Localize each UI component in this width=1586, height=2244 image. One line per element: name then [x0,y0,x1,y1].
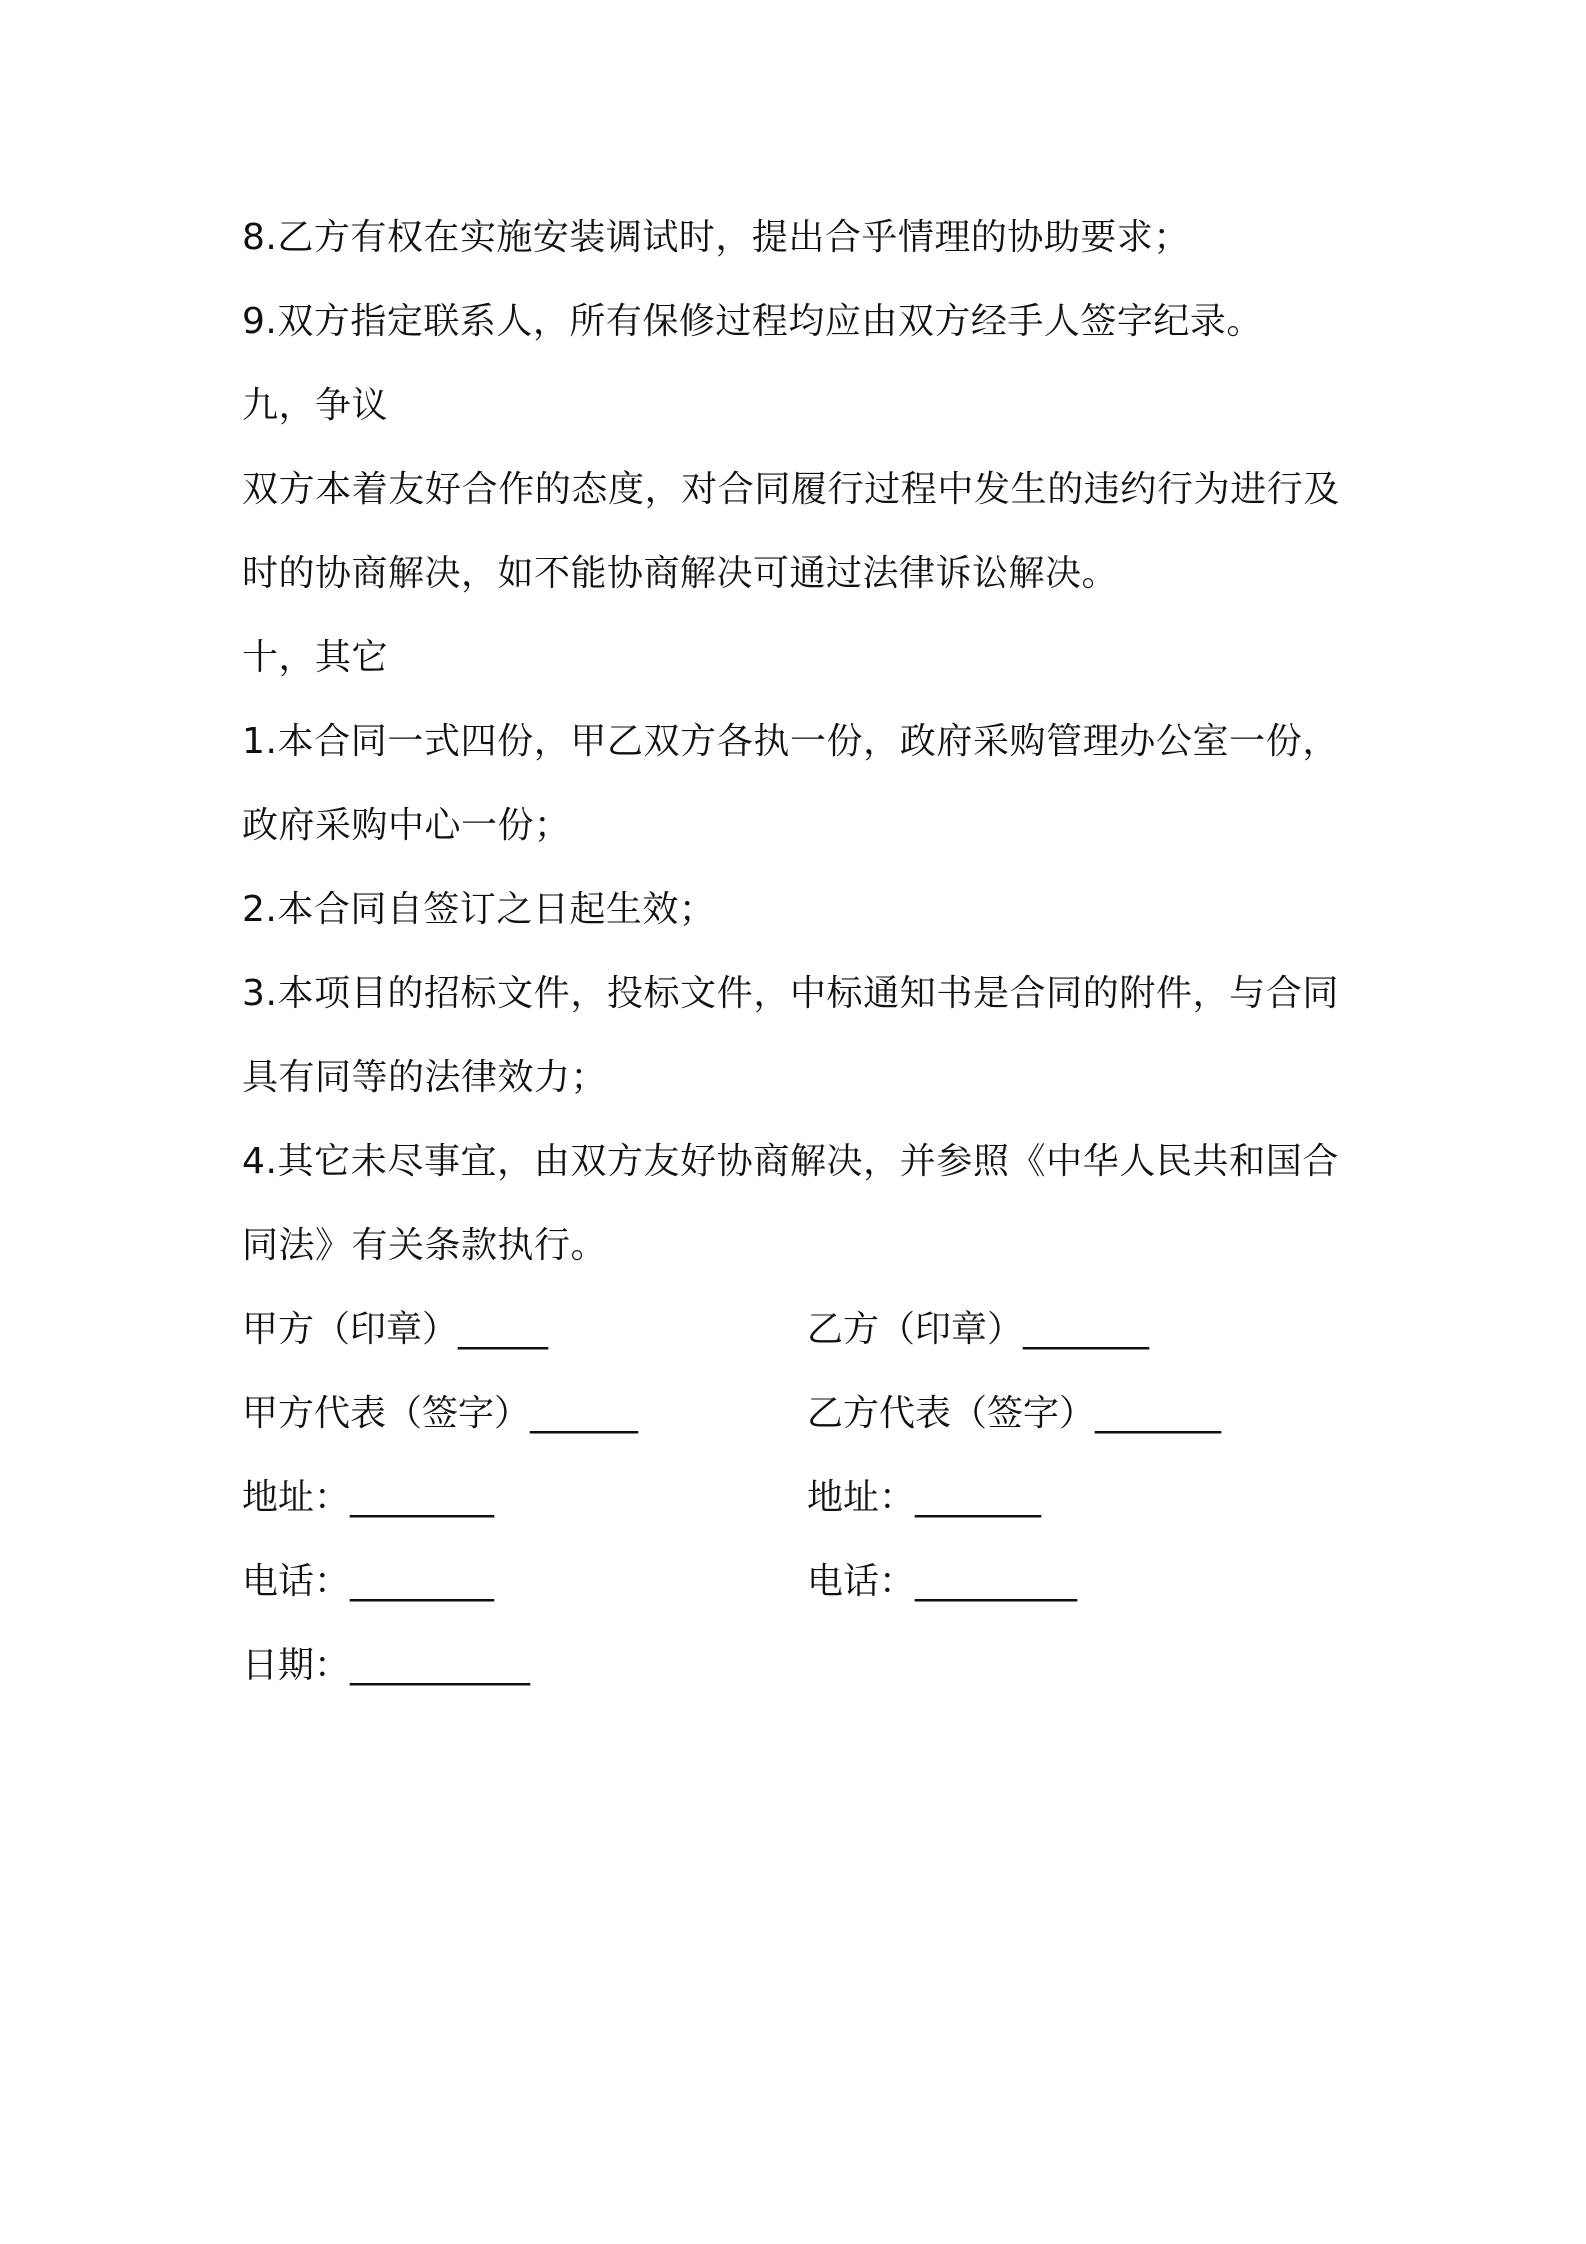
other-item-3-line-1: 3.本项目的招标文件，投标文件，中标通知书是合同的附件，与合同 [242,973,1339,1014]
party-a-representative-field: 甲方代表（签字）______ [242,1393,639,1434]
other-item-2: 2.本合同自签订之日起生效； [242,889,716,930]
other-item-4-line-2: 同法》有关条款执行。 [242,1225,608,1266]
other-item-3-line-2: 具有同等的法律效力； [242,1057,608,1098]
signature-row-seal [242,1288,1362,1372]
other-item-4-line-1: 4.其它未尽事宜，由双方友好协商解决，并参照《中华人民共和国合 [242,1141,1339,1182]
other-item-1-line-2: 政府采购中心一份； [242,805,571,846]
party-a-phone-field: 电话：________ [242,1561,495,1602]
party-a-seal-field: 甲方（印章）_____ [242,1309,549,1350]
date-field: 日期：__________ [242,1645,531,1686]
signature-row-address [242,1456,1362,1540]
party-b-seal-field: 乙方（印章）_______ [807,1309,1150,1350]
section-heading-other: 十，其它 [242,637,389,678]
dispute-paragraph-line-1: 双方本着友好合作的态度，对合同履行过程中发生的违约行为进行及 [242,469,1341,510]
party-b-address-field: 地址：_______ [807,1477,1042,1518]
signature-row-date [242,1624,1362,1708]
dispute-paragraph-line-2: 时的协商解决，如不能协商解决可通过法律诉讼解决。 [242,553,1119,594]
section-heading-dispute: 九，争议 [242,385,389,426]
clause-item-8: 8.乙方有权在实施安装调试时，提出合乎情理的协助要求； [242,217,1190,258]
signature-row-phone [242,1540,1362,1624]
document-body [242,196,1362,1708]
other-item-1-line-1: 1.本合同一式四份，甲乙双方各执一份，政府采购管理办公室一份， [242,721,1339,762]
party-b-phone-field: 电话：_________ [807,1561,1078,1602]
party-a-address-field: 地址：________ [242,1477,495,1518]
signature-row-representative [242,1372,1362,1456]
party-b-representative-field: 乙方代表（签字）_______ [807,1393,1222,1434]
clause-item-9: 9.双方指定联系人，所有保修过程均应由双方经手人签字纪录。 [242,301,1263,342]
